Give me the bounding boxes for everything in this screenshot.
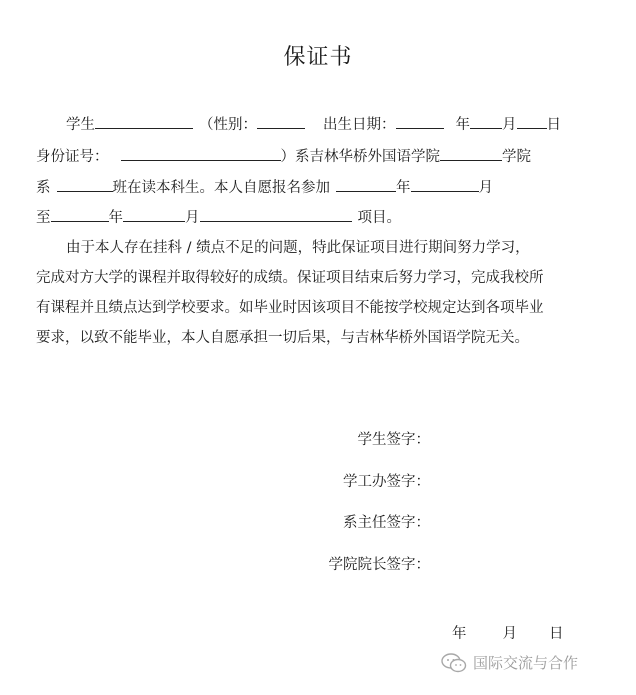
- department-label: 系: [36, 180, 51, 196]
- pledge-line-4: 要求，以致不能毕业，本人自愿承担一切后果，与吉林华桥外国语学院无关。: [36, 330, 529, 346]
- end-month-label: 月: [185, 210, 200, 226]
- birth-month-label: 月: [502, 117, 517, 133]
- pledge-line-3: 有课程并且绩点达到学校要求。如毕业时因该项目不能按学校规定达到各项毕业: [36, 300, 544, 316]
- birth-month-blank: [470, 114, 502, 129]
- start-month-label: 月: [478, 180, 493, 196]
- school-label: 学院: [502, 149, 531, 165]
- watermark-text: 国际交流与合作: [473, 654, 579, 672]
- dean-signature-label: 学院院长签字：: [328, 557, 430, 573]
- line-2: [36, 146, 606, 167]
- college-label: ）系吉林华桥外国语学院: [280, 149, 440, 165]
- line-4: [36, 207, 606, 228]
- student-signature-label: 学生签字：: [357, 432, 430, 448]
- document-title: 保证书: [283, 45, 353, 70]
- gender-blank: [257, 114, 305, 129]
- end-month-blank: [123, 207, 185, 222]
- line-3: [36, 177, 606, 198]
- student-name-blank: [95, 114, 193, 129]
- gender-label: （性别：: [199, 117, 257, 133]
- date-month-label: 月: [502, 626, 517, 642]
- student-affairs-signature-label: 学工办签字：: [343, 474, 430, 490]
- student-label: 学生: [66, 117, 95, 133]
- date-day-label: 日: [549, 626, 564, 642]
- birth-year-label: 年: [455, 117, 470, 133]
- start-year-blank: [336, 177, 396, 192]
- id-number-blank: [121, 146, 281, 161]
- end-year-blank: [51, 207, 109, 222]
- program-label: 项目。: [357, 210, 401, 226]
- wechat-icon: [441, 653, 467, 673]
- birth-day-blank: [517, 114, 547, 129]
- date-year-label: 年: [452, 626, 467, 642]
- birthdate-label: 出生日期：: [323, 117, 396, 133]
- dept-head-signature-label: 系主任签字：: [343, 515, 430, 531]
- birth-day-label: 日: [546, 117, 561, 133]
- id-number-label: 身份证号：: [36, 149, 109, 165]
- enrollment-text: 班在读本科生。本人自愿报名参加: [112, 180, 330, 196]
- class-blank: [57, 177, 113, 192]
- until-label: 至: [36, 210, 51, 226]
- program-name-blank: [200, 207, 352, 222]
- school-blank: [440, 146, 502, 161]
- date-row: [452, 622, 564, 643]
- end-year-label: 年: [108, 210, 123, 226]
- birth-year-blank: [396, 114, 444, 129]
- watermark: [441, 652, 578, 673]
- pledge-line-1: 由于本人存在挂科 / 绩点不足的问题，特此保证项目进行期间努力学习，: [66, 240, 530, 256]
- pledge-line-2: 完成对方大学的课程并取得较好的成绩。保证项目结束后努力学习，完成我校所: [36, 270, 544, 286]
- line-1: [36, 114, 606, 135]
- start-year-label: 年: [396, 180, 411, 196]
- start-month-blank: [411, 177, 479, 192]
